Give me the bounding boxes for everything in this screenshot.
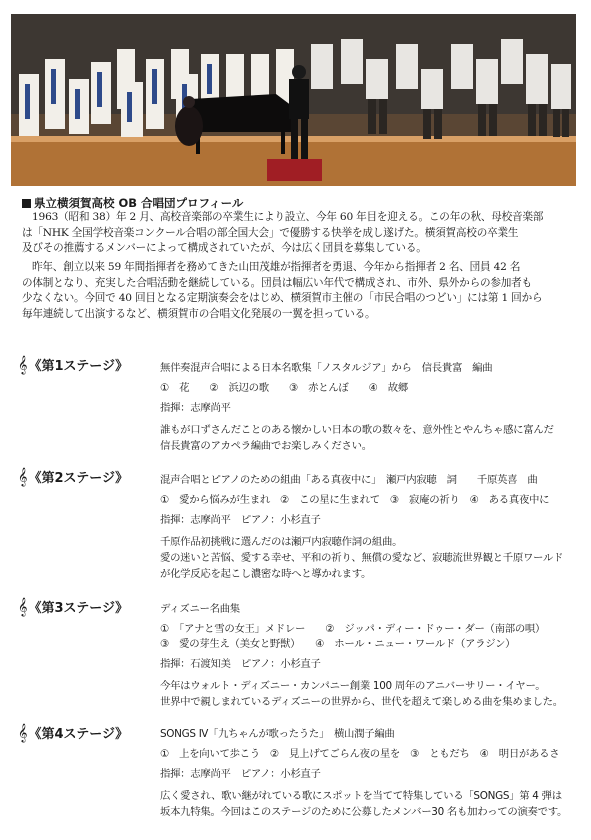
profile-text-line: 及びその推薦するメンバーによって構成されていたが、今は広く団員を募集している。 [22,242,427,255]
stage-1-desc-line: 信長貴富のアカペラ編曲でお楽しみください。 [160,440,372,452]
stage-4-body [160,728,580,820]
stage-3-desc-line: 今年はウォルト・ディズニー・カンパニー創業 100 周年のアニバーサリー・イヤー。 [160,680,546,692]
stage-2-desc-line: 愛の迷いと苦悩、愛する幸せ、平和の祈り、無償の愛など、寂聴流世界観と千原ワールド [160,552,564,564]
profile-paragraph-1 [22,210,570,257]
stage-2-title: 混声合唱とピアノのための組曲「ある真夜中に」 瀬戸内寂聴 詞 千原英喜 曲 [160,474,538,486]
stage-3-desc-line: 世界中で親しまれているディズニーの世界から、世代を超えて楽しめる曲を集めました。 [160,696,563,708]
square-bullet-icon [22,199,31,208]
stage-3-label: 《第3ステージ》 [28,601,129,616]
stage-4-desc-line: 広く愛され、歌い継がれている歌にスポットを当てて特集している「SONGS」第 4 弾は [160,790,562,802]
profile-text-line: は「NHK 全国学校音楽コンクール合唱の部全国大会」で優勝する快挙を成し遂げた。横須賀高校の卒業生 [22,226,519,239]
stage-2-desc-line: が化学反応を起こし濃密な時へと導かれます。 [160,568,372,580]
treble-clef-icon: 𝄞 [18,467,28,486]
profile-text-line: 昨年、創立以来 59 年間指揮者を務めてきた山田茂雄が指揮者を勇退、今年から指揮者 2 名、団員 42 名 [32,261,521,273]
stage-3-body [160,603,580,710]
stage-1-title: 無伴奏混声合唱による日本名歌集「ノスタルジア」から 信長貴富 編曲 [160,362,493,374]
stage-2-label: 《第2ステージ》 [28,471,129,486]
choir-concert-photo [11,14,576,186]
stage-4-songs: ① 上を向いて歩こう ② 見上げてごらん夜の星を ③ ともだち ④ 明日があるさ [160,748,560,760]
treble-clef-icon: 𝄞 [18,723,28,742]
profile-text-line: 毎年連続して出演するなど、横須賀市の合唱文化発展の一翼を担っている。 [22,307,376,320]
stage-1-body [160,362,580,454]
stage-2-body [160,474,580,582]
stage-3-title: ディズニー名曲集 [160,603,240,615]
stage-4-credits: 指揮：志摩尚平 ピアノ：小杉直子 [160,768,321,780]
profile-paragraph-2 [22,260,570,322]
stage-4-label: 《第4ステージ》 [28,727,129,742]
profile-text-line: 1963（昭和 38）年 2 月、高校音楽部の卒業生により設立、今年 60 年目を迎える。この年の秋、母校音楽部 [32,211,544,223]
profile-text-line: 少なくない。今回で 40 回目となる定期演奏会をはじめ、横須賀市主催の「市民合唱のつどい」には第 1 回から [22,292,543,305]
stage-2-credits: 指揮：志摩尚平 ピアノ：小杉直子 [160,514,321,526]
stage-2-heading [18,467,128,487]
stage-3-heading [18,597,128,617]
profile-text-line: の体制となり、充実した合唱活動を継続している。団員は幅広い年代で構成され、市外、県外からの参加者も [22,276,532,289]
stage-3-songs-line: ③ 愛の芽生え（美女と野獣） ④ ホール・ニュー・ワールド（アラジン） [160,638,516,650]
stage-1-heading [18,355,128,375]
profile-title: 県立横須賀高校 OB 合唱団プロフィール [34,196,244,210]
stage-3-songs-line: ① 「アナと雪の女王」メドレー ② ジッパ・ディー・ドゥー・ダー（南部の唄） [160,623,546,635]
stage-1-label: 《第1ステージ》 [28,359,129,374]
stage-2-songs: ① 愛から悩みが生まれ ② この星に生まれて ③ 寂庵の祈り ④ ある真夜中に [160,494,550,506]
treble-clef-icon: 𝄞 [18,597,28,616]
profile-heading [22,195,243,211]
stage-2-desc-line: 千原作品初挑戦に選んだのは瀬戸内寂聴作詞の組曲。 [160,536,403,548]
treble-clef-icon: 𝄞 [18,355,28,374]
stage-1-songs: ① 花 ② 浜辺の歌 ③ 赤とんぼ ④ 故郷 [160,382,408,394]
stage-1-desc-line: 誰もが口ずさんだことのある懐かしい日本の歌の数々を、意外性とやんちゃ感に富んだ [160,424,554,436]
stage-3-credits: 指揮：石渡知美 ピアノ：小杉直子 [160,658,321,670]
stage-4-title: SONGS Ⅳ「九ちゃんが歌ったうた」 横山潤子編曲 [160,728,395,740]
stage-4-desc-line: 坂本九特集。今回はこのステージのために公募したメンバー30 名も加わっての演奏です。 [160,806,568,818]
stage-4-heading [18,723,128,743]
choir-photo-illustration [11,14,576,186]
stage-1-credits: 指揮：志摩尚平 [160,402,231,414]
